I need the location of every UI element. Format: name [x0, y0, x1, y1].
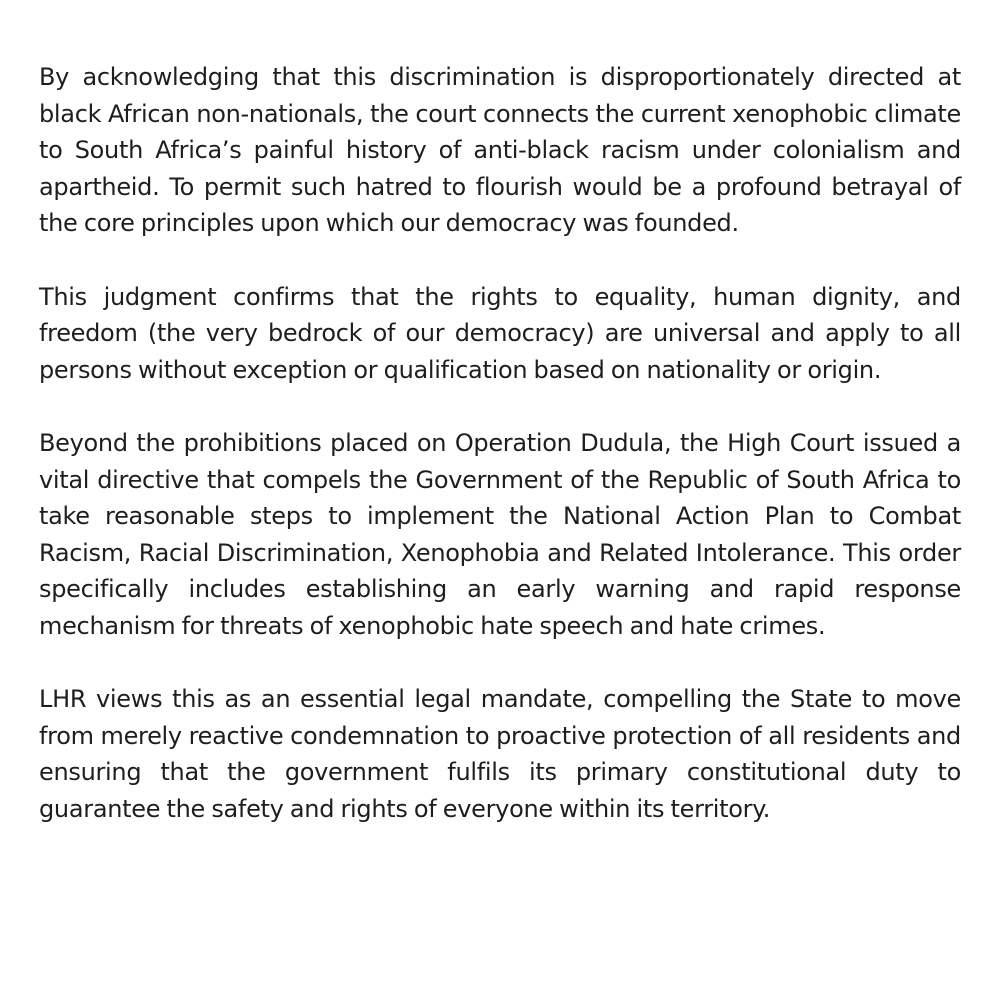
- paragraph-court-connects-racism: By acknowledging that this discrimination is disproportionately directed at black African non-nationals, the court connects the current xenophobic climate to South Africa’s painful history of anti-black racism under colonialism and apartheid. To permit such hatred to flourish would be a profound betrayal of the core principles upon which our democracy was founded.: [39, 63, 961, 238]
- paragraph-lhr-views: LHR views this as an essential legal mandate, compelling the State to move from merely reactive condemnation to proactive protection of all residents and ensuring that the government fulfils its primary constitutional duty to guarantee the safety and rights of everyone within its territory.: [39, 685, 961, 823]
- paragraph-rights-universal: This judgment confirms that the rights to equality, human dignity, and freedom (the very bedrock of our democracy) are universal and apply to all persons without exception or qualification based on nationality or origin.: [39, 282, 961, 384]
- document-body: [39, 59, 961, 827]
- paragraph-government-directive: Beyond the prohibitions placed on Operation Dudula, the High Court issued a vital directive that compels the Government of the Republic of South Africa to take reasonable steps to implement the National Action Plan to Combat Racism, Racial Discrimination, Xenophobia and Related Intolerance. This order specifically includes establishing an early warning and rapid response mechanism for threats of xenophobic hate speech and hate crimes.: [39, 428, 961, 640]
